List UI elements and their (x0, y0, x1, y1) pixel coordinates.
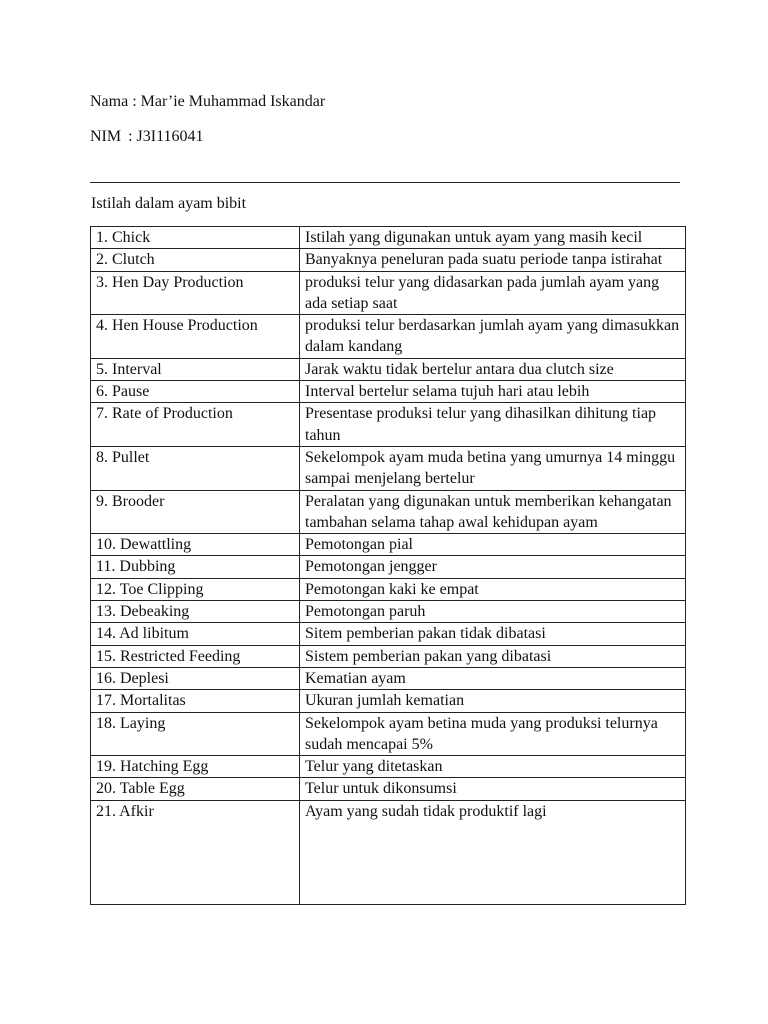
table-row (91, 800, 686, 904)
nim-value: : J3I116041 (128, 128, 204, 145)
term-cell: 14. Ad libitum (91, 623, 300, 645)
definition-cell: Presentase produksi telur yang dihasilkan dihitung tiap tahun (300, 403, 686, 447)
table-row (91, 403, 686, 447)
table-row (91, 358, 686, 380)
student-name: Nama : Mar’ie Muhammad Iskandar (90, 93, 326, 110)
term-cell: 10. Dewattling (91, 534, 300, 556)
terms-table (90, 226, 686, 905)
table-row (91, 227, 686, 249)
definition-cell: Telur yang ditetaskan (300, 756, 686, 778)
table-row (91, 690, 686, 712)
term-cell: 2. Clutch (91, 249, 300, 271)
table-row (91, 667, 686, 689)
term-cell: 8. Pullet (91, 446, 300, 490)
definition-cell: Sekelompok ayam betina muda yang produksi telurnya sudah mencapai 5% (300, 712, 686, 756)
table-row (91, 623, 686, 645)
term-cell: 21. Afkir (91, 800, 300, 904)
definition-cell: Pemotongan pial (300, 534, 686, 556)
term-cell: 16. Deplesi (91, 667, 300, 689)
definition-cell: Sekelompok ayam muda betina yang umurnya 14 minggu sampai menjelang bertelur (300, 446, 686, 490)
table-row (91, 578, 686, 600)
definition-cell: Interval bertelur selama tujuh hari atau lebih (300, 381, 686, 403)
term-cell: 20. Table Egg (91, 778, 300, 800)
definition-cell: Telur untuk dikonsumsi (300, 778, 686, 800)
section-title: Istilah dalam ayam bibit (91, 195, 247, 212)
definition-cell: Istilah yang digunakan untuk ayam yang masih kecil (300, 227, 686, 249)
term-cell: 15. Restricted Feeding (91, 645, 300, 667)
terms-table-body (91, 227, 686, 905)
table-row (91, 381, 686, 403)
table-row (91, 778, 686, 800)
definition-cell: Pemotongan paruh (300, 601, 686, 623)
table-row (91, 601, 686, 623)
definition-cell: Peralatan yang digunakan untuk memberikan kehangatan tambahan selama tahap awal kehidupan ayam (300, 490, 686, 534)
definition-cell: Sistem pemberian pakan yang dibatasi (300, 645, 686, 667)
table-row (91, 446, 686, 490)
term-cell: 6. Pause (91, 381, 300, 403)
definition-cell: Pemotongan jengger (300, 556, 686, 578)
table-row (91, 712, 686, 756)
table-row (91, 490, 686, 534)
term-cell: 19. Hatching Egg (91, 756, 300, 778)
term-cell: 18. Laying (91, 712, 300, 756)
term-cell: 3. Hen Day Production (91, 271, 300, 315)
definition-cell: Banyaknya peneluran pada suatu periode tanpa istirahat (300, 249, 686, 271)
table-row (91, 271, 686, 315)
table-row (91, 315, 686, 359)
term-cell: 9. Brooder (91, 490, 300, 534)
horizontal-divider (90, 182, 680, 183)
student-id (90, 127, 204, 147)
term-cell: 4. Hen House Production (91, 315, 300, 359)
definition-cell: Ukuran jumlah kematian (300, 690, 686, 712)
table-row (91, 556, 686, 578)
term-cell: 13. Debeaking (91, 601, 300, 623)
definition-cell: produksi telur berdasarkan jumlah ayam yang dimasukkan dalam kandang (300, 315, 686, 359)
definition-cell: Ayam yang sudah tidak produktif lagi (300, 800, 686, 904)
definition-cell: Sitem pemberian pakan tidak dibatasi (300, 623, 686, 645)
term-cell: 12. Toe Clipping (91, 578, 300, 600)
definition-cell: Kematian ayam (300, 667, 686, 689)
table-row (91, 249, 686, 271)
definition-cell: produksi telur yang didasarkan pada jumlah ayam yang ada setiap saat (300, 271, 686, 315)
term-cell: 17. Mortalitas (91, 690, 300, 712)
definition-cell: Jarak waktu tidak bertelur antara dua clutch size (300, 358, 686, 380)
table-row (91, 534, 686, 556)
nim-label: NIM (90, 128, 122, 145)
term-cell: 1. Chick (91, 227, 300, 249)
term-cell: 7. Rate of Production (91, 403, 300, 447)
term-cell: 11. Dubbing (91, 556, 300, 578)
table-row (91, 756, 686, 778)
definition-cell: Pemotongan kaki ke empat (300, 578, 686, 600)
table-row (91, 645, 686, 667)
term-cell: 5. Interval (91, 358, 300, 380)
